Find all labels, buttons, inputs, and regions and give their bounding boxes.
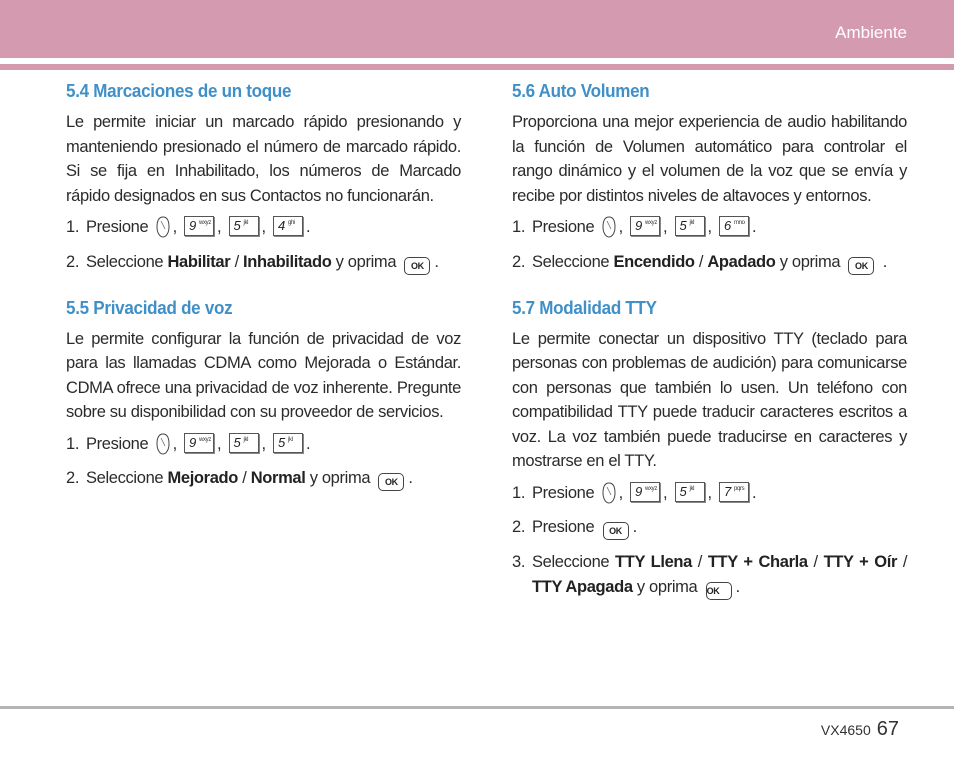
menu-key-icon (602, 216, 616, 238)
heading-5-4: 5.4 Marcaciones de un toque (66, 80, 292, 101)
key-5-icon: 5 jkl (229, 216, 259, 236)
option-encendido: Encendido (613, 252, 695, 271)
menu-key-icon (156, 433, 170, 455)
paragraph-5-4: Le permite iniciar un marcado rápido presionando y manteniendo presionado el número de marcado rápido. Si se fija en Inhabilitado, los números de Marcado rápido designados en sus Contactos no funcionarán. (66, 113, 461, 205)
menu-key-icon (156, 216, 170, 238)
footer (821, 718, 899, 741)
heading-5-7: 5.7 Modalidad TTY (512, 296, 657, 318)
step-5-7-3: 3. Seleccione TTY Llena / TTY + Charla / TTY + Oír / TTY Apagada y oprima OK . (512, 550, 907, 600)
option-tty-charla: TTY + Charla (707, 553, 808, 571)
step-5-5-1: 1. Presione , 9 wxyz , 5 jkl , 5 jkl . (66, 434, 311, 453)
option-tty-llena: TTY Llena (615, 553, 692, 571)
step-text: Presione (86, 218, 149, 236)
step-5-4-2: 2. Seleccione Habilitar / Inhabilitado y oprima OK . (66, 250, 461, 275)
paragraph-5-5: Le permite configurar la función de privacidad de voz para las llamadas CDMA como Mejorada o Estándar. CDMA ofrece una privacidad de voz inherente. Pregunte sobre su disponibilidad con su proveedor de servicios. (66, 329, 461, 421)
header-bar (0, 0, 954, 58)
option-inhabilitado: Inhabilitado (243, 252, 332, 271)
key-6-icon: 6 mno (719, 216, 749, 236)
key-9-icon: 9 wxyz (184, 216, 214, 236)
footer-divider (0, 706, 954, 709)
option-tty-apagada: TTY Apagada (532, 577, 633, 596)
key-5-icon: 5 jkl (273, 433, 303, 453)
step-5-4-1: 1. Presione , 9 wxyz , 5 jkl , 4 ghi . (66, 215, 461, 240)
heading-5-5: 5.5 Privacidad de voz (66, 296, 233, 318)
key-5-icon: 5 jkl (229, 433, 259, 453)
step-number: 1. (66, 218, 80, 236)
ok-key-icon: OK (706, 582, 732, 600)
ok-key-icon: OK (603, 522, 629, 540)
step-5-7-1: 1. Presione , 9 wxyz , 5 jkl , 7 pqrs . (512, 483, 757, 502)
key-5-icon: 5 jkl (675, 482, 705, 502)
ok-key-icon: OK (378, 473, 404, 491)
option-normal: Normal (250, 469, 306, 487)
step-5-6-2: 2. Seleccione Encendido / Apadado y oprima OK . (512, 250, 907, 275)
right-column (512, 78, 907, 600)
option-tty-oir: TTY + Oír (823, 553, 898, 571)
left-column (66, 78, 461, 491)
heading-5-6: 5.6 Auto Volumen (512, 80, 650, 101)
option-apadado: Apadado (707, 252, 776, 271)
model-name: VX4650 (820, 722, 871, 738)
section-title: Ambiente (835, 23, 907, 42)
step-5-6-1: 1. Presione , 9 wxyz , 5 jkl , 6 mno . (512, 218, 757, 236)
option-habilitar: Habilitar (167, 252, 231, 271)
ok-key-icon: OK (848, 257, 874, 275)
key-5-icon: 5 jkl (675, 216, 705, 236)
step-5-7-2: 2. Presione OK . (512, 515, 907, 540)
header-divider (0, 64, 954, 70)
step-number: 2. (66, 252, 80, 271)
step-5-5-2: 2. Seleccione Mejorado / Normal y oprima OK . (66, 466, 461, 491)
key-9-icon: 9 wxyz (184, 433, 214, 453)
key-4-icon: 4 ghi (273, 216, 303, 236)
page-number: 67 (876, 718, 899, 740)
menu-key-icon (602, 482, 616, 504)
key-9-icon: 9 wxyz (630, 482, 660, 502)
ok-key-icon: OK (404, 257, 430, 275)
option-mejorado: Mejorado (167, 469, 239, 487)
key-7-icon: 7 pqrs (719, 482, 749, 502)
key-9-icon: 9 wxyz (630, 216, 660, 236)
paragraph-5-7: Le permite conectar un dispositivo TTY (teclado para personas con problemas de audición) para comunicarse con personas que también lo usen. Un teléfono con compatibilidad TTY puede traducir caracteres escritos a voz. La voz también puede traducirse en caracteres y mostrarse en el TTY. (512, 329, 907, 470)
paragraph-5-6: Proporciona una mejor experiencia de audio habilitando la función de Volumen automático para controlar el rango dinámico y el volumen de la voz que se envía y recibe por distintos niveles de altavoces y entornos. (512, 113, 907, 205)
